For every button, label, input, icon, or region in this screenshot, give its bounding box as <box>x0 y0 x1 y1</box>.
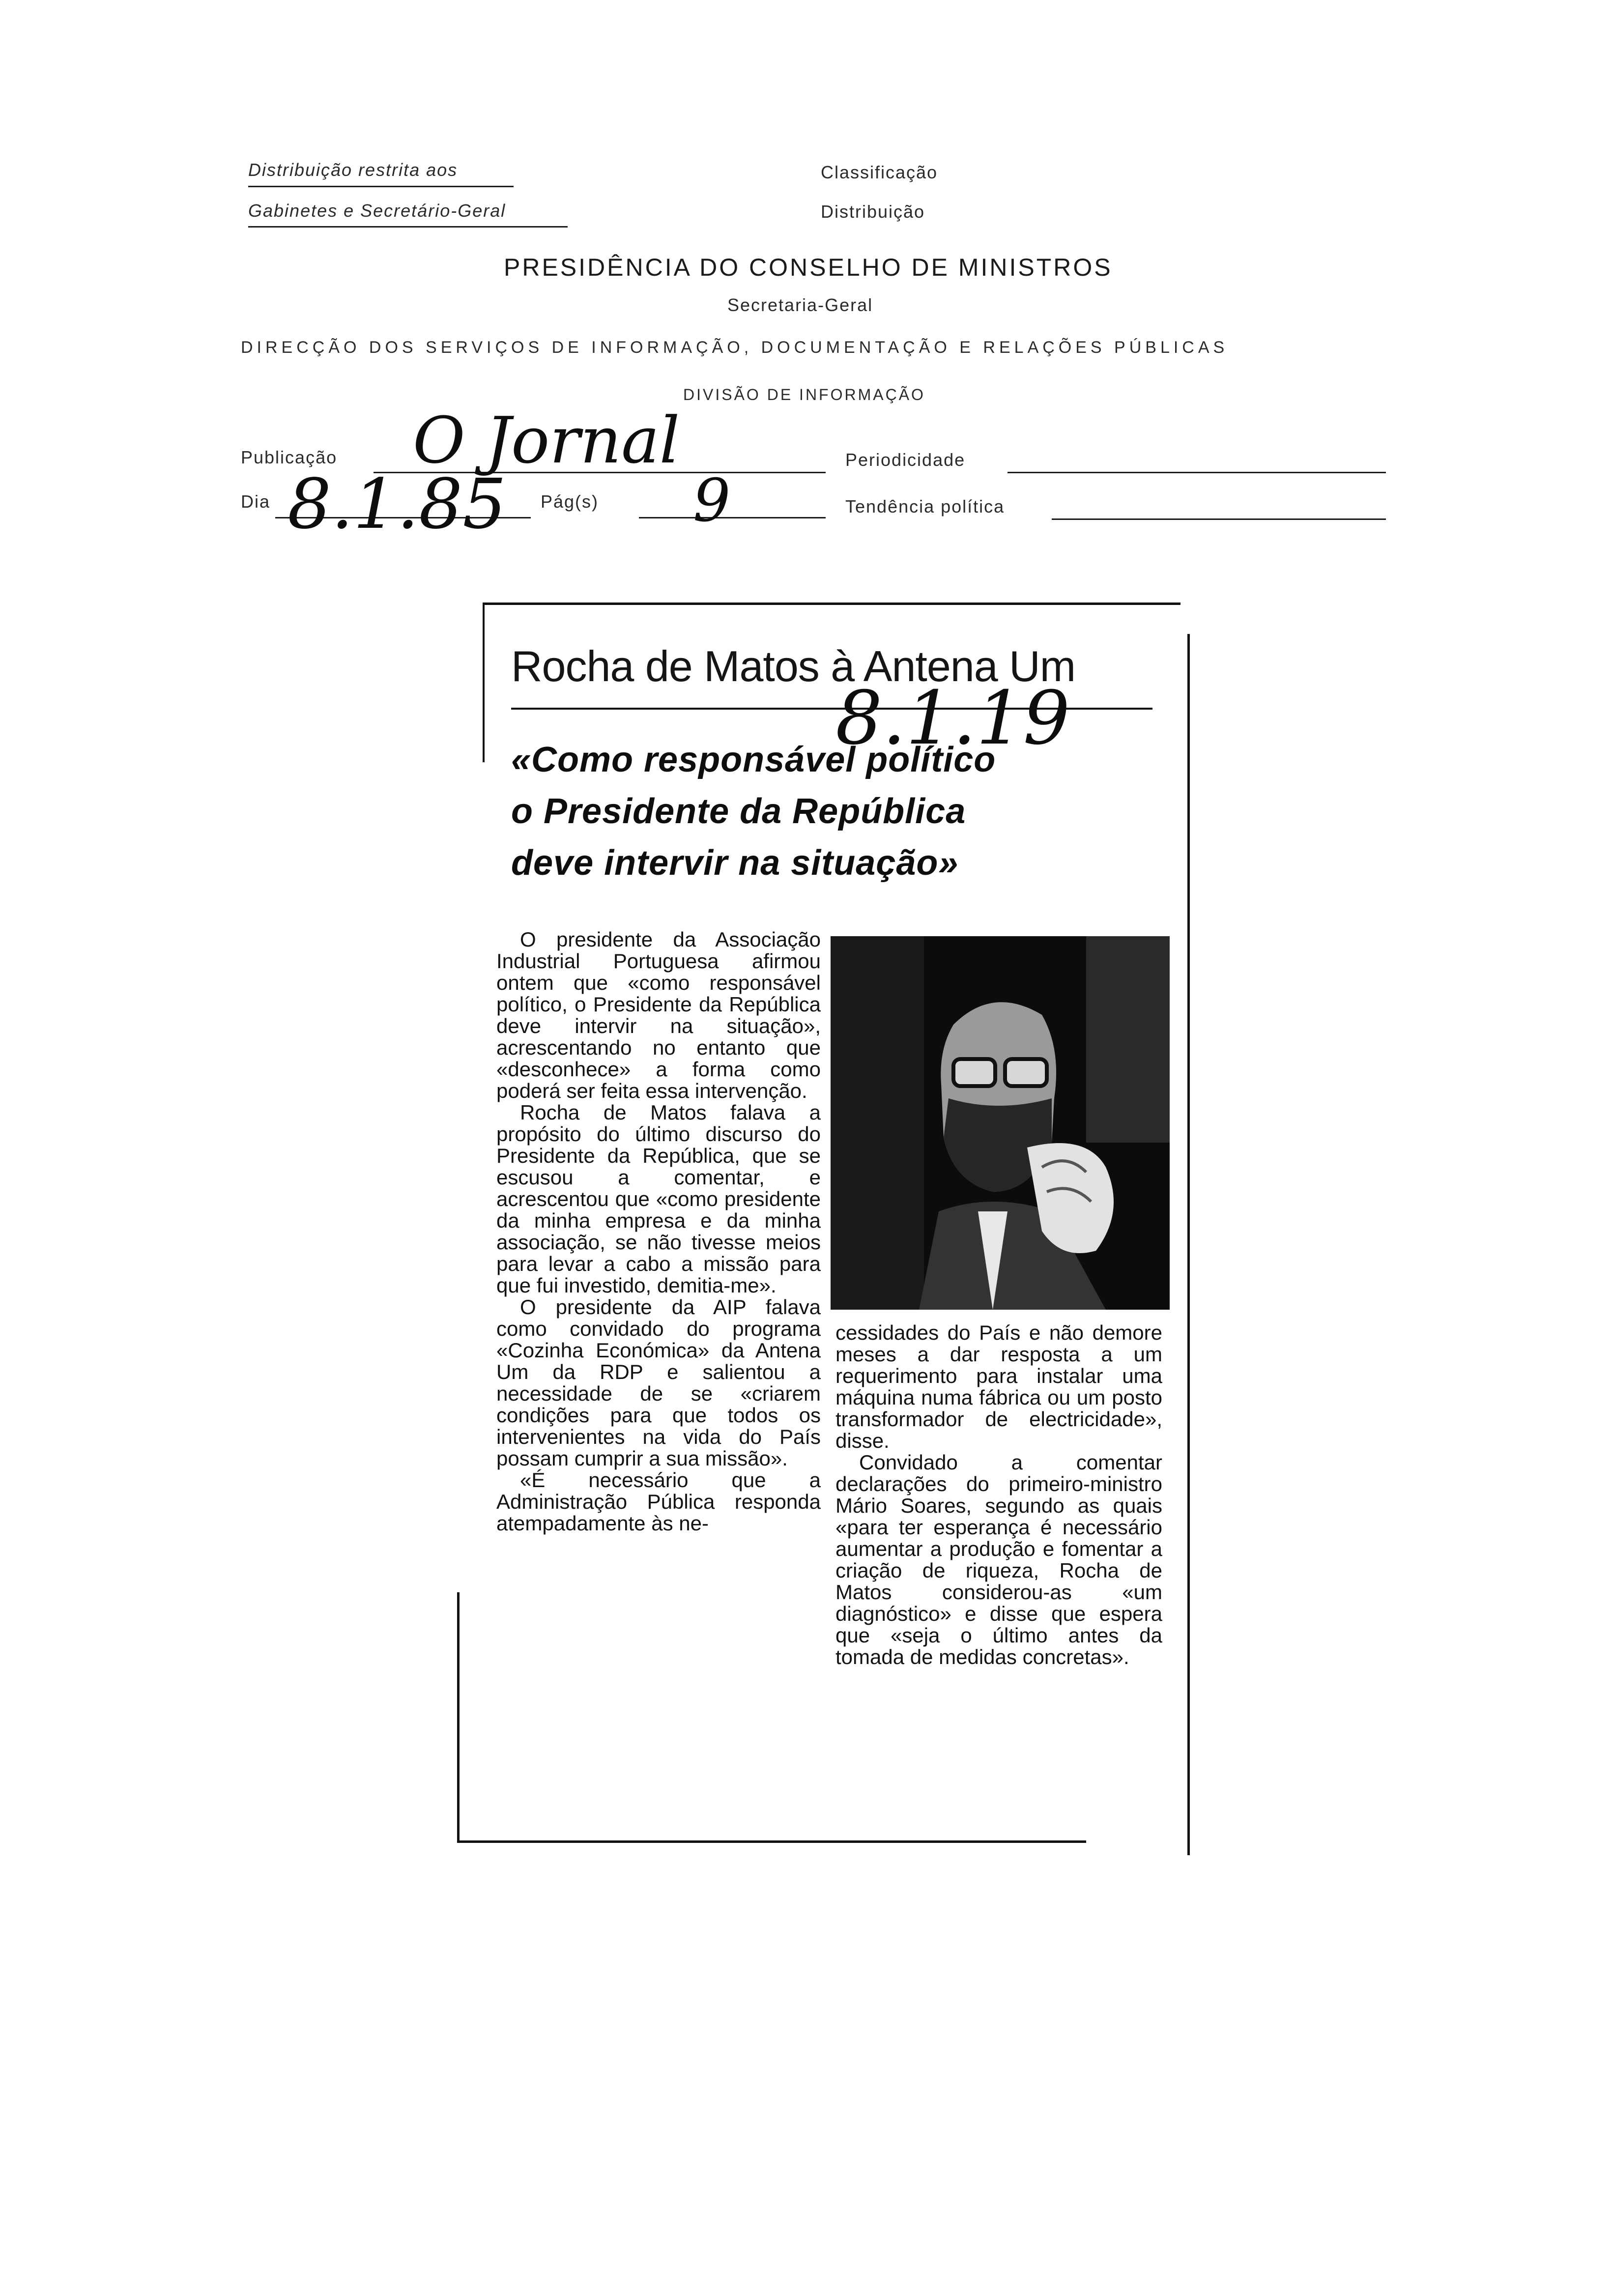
publicacao-label: Publicação <box>241 447 338 467</box>
pags-label: Pág(s) <box>541 491 599 512</box>
tendencia-label: Tendência política <box>845 496 1005 517</box>
publicacao-handwritten: O Jornal <box>413 403 680 478</box>
periodicidade-label: Periodicidade <box>845 450 966 470</box>
date-stamp-handwritten: 8.1.19 <box>835 676 1070 761</box>
article-paragraph: cessidades do País e não demore meses a dar resposta a um requerimento para instalar uma máquina numa fábrica ou um posto transformador de electricidade», disse. <box>835 1321 1162 1452</box>
article-paragraph: Convidado a comentar declarações do primeiro-ministro Mário Soares, segundo as quais «para ter esperança é necessário aumentar a produção e fomentar a criação de riqueza, Rocha de Matos considerou-as «um diagnóstico» e disse que espera que «seja o último antes da tomada de medidas concretas». <box>835 1451 1162 1668</box>
classificacao-label: Classificação <box>821 162 938 182</box>
periodicidade-line <box>1008 472 1386 473</box>
pags-handwritten: 9 <box>693 467 731 535</box>
divisao-label: DIVISÃO DE INFORMAÇÃO <box>683 386 925 403</box>
article-paragraph: Rocha de Matos falava a propósito do último discurso do Presidente da República, que se escusou a comentar, e acrescentou que «como presidente da minha empresa e da minha associação, se não tivesse meios para levar a cabo a missão para que fui investido, demitia-me». <box>496 1101 821 1297</box>
tendencia-line <box>1052 518 1386 520</box>
secretaria-geral: Secretaria-Geral <box>727 295 873 315</box>
portrait-image <box>831 936 1170 1310</box>
headline-line3: deve intervir na situação» <box>511 843 959 883</box>
headline-line1: «Como responsável político <box>511 740 996 779</box>
article-paragraph: O presidente da AIP falava como convidado do programa «Cozinha Económica» da Antena Um da RDP e salientou a necessidade de se «criarem condições para que todos os intervenientes na vida do País possam cumprir a sua missão». <box>496 1295 821 1470</box>
distribution-note-rule2 <box>248 226 568 228</box>
distribuicao-label: Distribuição <box>821 201 925 222</box>
clipping-border-right <box>1187 634 1190 1855</box>
dia-handwritten: 8.1.85 <box>288 464 507 545</box>
article-column-2 <box>835 1322 1162 1668</box>
article-column-1 <box>496 929 821 1534</box>
headline-line2: o Presidente da República <box>511 792 966 831</box>
distribution-note-rule1 <box>248 186 514 187</box>
clipping-border-left-lower <box>457 1592 460 1840</box>
article-paragraph: O presidente da Associação Industrial Portuguesa afirmou ontem que «como responsável político, o Presidente da República deve intervir na situação», acrescentando no entanto que «desconhece» a forma como poderá ser feita essa intervenção. <box>496 928 821 1102</box>
clipping-border-bottom <box>457 1840 1086 1843</box>
presidencia-title: PRESIDÊNCIA DO CONSELHO DE MINISTROS <box>504 254 1113 281</box>
clipping-border-top <box>483 603 1180 605</box>
article-paragraph: «É necessário que a Administração Pública responda atempadamente às ne- <box>496 1468 821 1535</box>
distribution-note-line2: Gabinetes e Secretário-Geral <box>248 201 506 221</box>
pags-line <box>639 517 826 518</box>
clipping-border-left <box>483 603 485 762</box>
article-kicker: Rocha de Matos à Antena Um <box>511 642 1075 690</box>
direccao-line: DIRECÇÃO DOS SERVIÇOS DE INFORMAÇÃO, DOCUMENTAÇÃO E RELAÇÕES PÚBLICAS <box>241 338 1229 357</box>
portrait-photo <box>831 936 1170 1310</box>
distribution-note-line1: Distribuição restrita aos <box>248 160 458 180</box>
dia-label: Dia <box>241 491 271 512</box>
